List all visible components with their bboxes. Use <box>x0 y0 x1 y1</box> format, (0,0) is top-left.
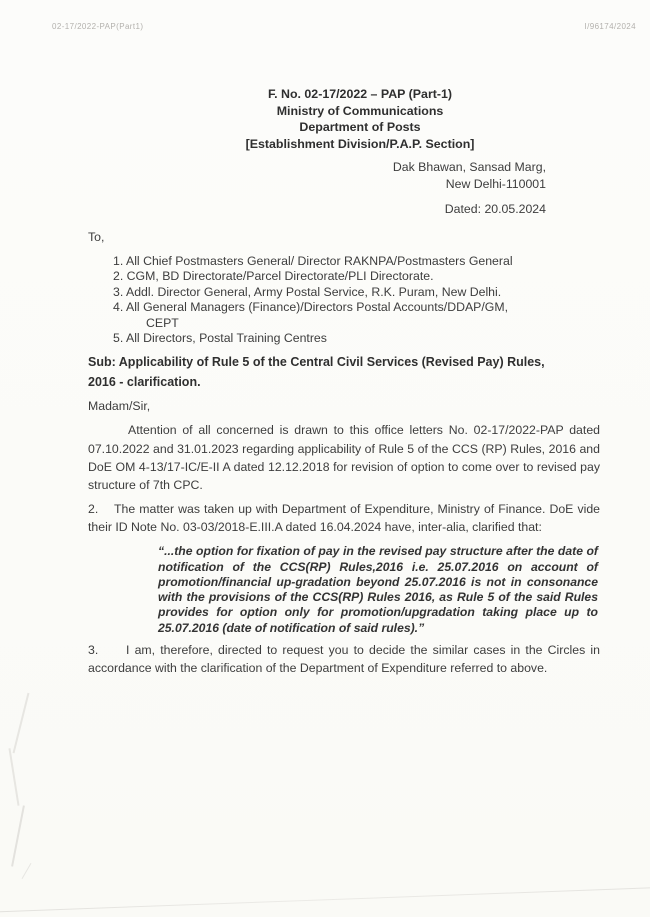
subject-line <box>88 353 600 392</box>
paragraph-3-number: 3. <box>88 643 99 657</box>
scan-crease <box>11 805 25 866</box>
file-ref-top-left: 02-17/2022-PAP(Part1) <box>52 22 144 31</box>
salutation: Madam/Sir, <box>88 399 151 414</box>
address-line-2: New Delhi-110001 <box>445 177 546 191</box>
paragraph-2-text: The matter was taken up with Department of Expenditure, Ministry of Finance. DoE vide their ID Note No. 03-03/2018-E.III.A dated 16.04.2024 have, inter-alia, clarified that: <box>88 501 600 534</box>
doe-quotation-block: “...the option for fixation of pay in the revised pay structure after the date of notification of the CCS(RP) Rules,2016 i.e. 25.07.2016 on account of promotion/financial up-gradation beyond 25.07.2016 is not in consonance with the provisions of the CCS(RP) Rules 2016, as Rule 5 of the said Rules provides for option only for promotion/upgradation taking place up to 25.07.2016 (date of notification of said rules).” <box>158 544 598 635</box>
recipient-4-continuation: CEPT <box>146 315 179 330</box>
recipient-4: 4. All General Managers (Finance)/Directors Postal Accounts/DDAP/GM, <box>113 300 509 315</box>
paragraph-2 <box>88 500 600 537</box>
department-name: Department of Posts <box>299 120 421 134</box>
paragraph-2-number: 2. <box>88 501 99 516</box>
address-block <box>88 159 546 218</box>
section-name: [Establishment Division/P.A.P. Section] <box>245 136 475 151</box>
subject-line-1: Sub: Applicability of Rule 5 of the Central Civil Services (Revised Pay) Rules, <box>88 355 545 370</box>
recipient-3: 3. Addl. Director General, Army Postal Service, R.K. Puram, New Delhi. <box>113 284 502 299</box>
scan-crease <box>8 748 19 806</box>
file-number: F. No. 02-17/2022 – PAP (Part-1) <box>267 87 453 101</box>
address-line-1: Dak Bhawan, Sansad Marg, <box>392 160 546 174</box>
date-line: Dated: 20.05.2024 <box>444 202 546 216</box>
recipient-5: 5. All Directors, Postal Training Centres <box>113 331 327 346</box>
paragraph-3 <box>88 641 600 678</box>
scan-crease <box>22 863 32 879</box>
subject-line-2: 2016 - clarification. <box>88 374 201 389</box>
scan-header <box>0 22 650 34</box>
recipients-list <box>113 254 600 346</box>
paragraph-3-text: I am, therefore, directed to request you to decide the similar cases in the Circles in accordance with the clarification of the Department of Expenditure referred to above. <box>88 643 600 676</box>
recipient-2: 2. CGM, BD Directorate/Parcel Directorate/PLI Directorate. <box>113 269 434 284</box>
opening-paragraph: Attention of all concerned is drawn to this office letters No. 02-17/2022-PAP dated 07.10.2022 and 31.01.2023 regarding applicability of Rule 5 of the CCS (RP) Rules, 2016 and DoE OM 4-13/17-IC/E-II A dated 12.12.2018 for revision of option to come over to revised pay structure of 7th CPC. <box>88 423 600 493</box>
efile-ref-top-right: I/96174/2024 <box>584 22 636 31</box>
scan-crease <box>13 693 29 754</box>
scan-fold-line <box>0 886 650 912</box>
ministry-name: Ministry of Communications <box>276 103 444 118</box>
to-label: To, <box>88 230 105 244</box>
recipient-1: 1. All Chief Postmasters General/ Director RAKNPA/Postmasters General <box>113 254 513 268</box>
